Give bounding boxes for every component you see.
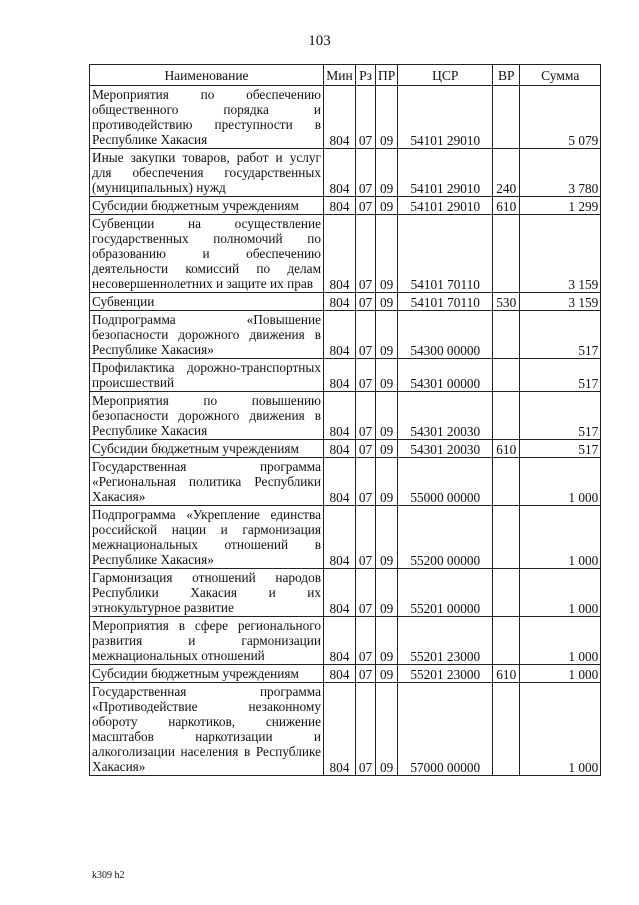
header-csr: ЦСР [398, 65, 493, 86]
header-pr: ПР [376, 65, 398, 86]
table-row [90, 569, 601, 617]
row-name: Субсидии бюджетным учреждениям [90, 665, 324, 683]
table-row [90, 665, 601, 683]
table-row [90, 311, 601, 359]
row-vr [493, 311, 520, 359]
row-csr: 54301 20030 [398, 392, 493, 440]
table-row [90, 293, 601, 311]
row-sum: 1 000 [520, 617, 601, 665]
row-sum: 1 000 [520, 569, 601, 617]
row-sum: 1 000 [520, 458, 601, 506]
table-row [90, 440, 601, 458]
row-name: Подпрограмма «Укрепление единства российской нации и гармонизация межнациональных отношений в Республике Хакасия» [90, 506, 324, 569]
row-rz: 07 [356, 506, 376, 569]
row-rz: 07 [356, 392, 376, 440]
row-min: 804 [324, 458, 356, 506]
row-name: Субсидии бюджетным учреждениям [90, 440, 324, 458]
row-vr [493, 458, 520, 506]
row-pr: 09 [376, 617, 398, 665]
row-pr: 09 [376, 392, 398, 440]
row-pr: 09 [376, 359, 398, 392]
row-vr [493, 569, 520, 617]
row-csr: 57000 00000 [398, 683, 493, 776]
row-sum: 3 159 [520, 293, 601, 311]
row-name: Субвенции на осуществление государственных полномочий по образованию и обеспечению деятельности комиссий по делам несовершеннолетних и защите их прав [90, 215, 324, 293]
row-vr [493, 506, 520, 569]
header-rz: Рз [356, 65, 376, 86]
row-name: Субвенции [90, 293, 324, 311]
row-sum: 3 780 [520, 149, 601, 197]
row-rz: 07 [356, 293, 376, 311]
row-min: 804 [324, 683, 356, 776]
row-vr: 610 [493, 440, 520, 458]
row-rz: 07 [356, 617, 376, 665]
row-pr: 09 [376, 311, 398, 359]
row-sum: 1 000 [520, 506, 601, 569]
row-vr: 530 [493, 293, 520, 311]
table-row [90, 197, 601, 215]
row-min: 804 [324, 440, 356, 458]
row-pr: 09 [376, 197, 398, 215]
row-rz: 07 [356, 311, 376, 359]
row-csr: 54101 29010 [398, 197, 493, 215]
header-min: Мин [324, 65, 356, 86]
row-min: 804 [324, 197, 356, 215]
row-pr: 09 [376, 293, 398, 311]
row-min: 804 [324, 506, 356, 569]
row-rz: 07 [356, 458, 376, 506]
row-sum: 1 299 [520, 197, 601, 215]
row-vr [493, 683, 520, 776]
row-vr: 610 [493, 197, 520, 215]
row-min: 804 [324, 215, 356, 293]
row-sum: 517 [520, 440, 601, 458]
row-min: 804 [324, 569, 356, 617]
row-rz: 07 [356, 86, 376, 149]
header-name: Наименование [90, 65, 324, 86]
row-vr: 240 [493, 149, 520, 197]
row-min: 804 [324, 392, 356, 440]
table-row [90, 683, 601, 776]
row-csr: 54101 70110 [398, 293, 493, 311]
row-min: 804 [324, 617, 356, 665]
row-vr [493, 359, 520, 392]
row-sum: 5 079 [520, 86, 601, 149]
table-header-row [90, 65, 601, 86]
row-pr: 09 [376, 665, 398, 683]
row-name: Профилактика дорожно-транспортных происшествий [90, 359, 324, 392]
row-name: Государственная программа «Противодействие незаконному обороту наркотиков, снижение масштабов наркотизации и алкоголизации населения в Республике Хакасия» [90, 683, 324, 776]
row-pr: 09 [376, 569, 398, 617]
row-csr: 54300 00000 [398, 311, 493, 359]
row-rz: 07 [356, 665, 376, 683]
row-min: 804 [324, 149, 356, 197]
row-csr: 54301 00000 [398, 359, 493, 392]
row-csr: 55200 00000 [398, 506, 493, 569]
row-csr: 55201 23000 [398, 617, 493, 665]
row-sum: 517 [520, 311, 601, 359]
row-sum: 517 [520, 392, 601, 440]
row-vr: 610 [493, 665, 520, 683]
table-row [90, 617, 601, 665]
row-min: 804 [324, 311, 356, 359]
row-vr [493, 86, 520, 149]
row-pr: 09 [376, 506, 398, 569]
row-name: Мероприятия по обеспечению общественного порядка и противодействию преступности в Республике Хакасия [90, 86, 324, 149]
row-vr [493, 617, 520, 665]
row-name: Государственная программа «Региональная политика Республики Хакасия» [90, 458, 324, 506]
row-csr: 55000 00000 [398, 458, 493, 506]
row-csr: 54101 70110 [398, 215, 493, 293]
table-row [90, 359, 601, 392]
row-csr: 55201 23000 [398, 665, 493, 683]
row-name: Субсидии бюджетным учреждениям [90, 197, 324, 215]
row-name: Подпрограмма «Повышение безопасности дорожного движения в Республике Хакасия» [90, 311, 324, 359]
row-name: Иные закупки товаров, работ и услуг для обеспечения государственных (муниципальных) нужд [90, 149, 324, 197]
row-sum: 1 000 [520, 665, 601, 683]
row-min: 804 [324, 86, 356, 149]
row-pr: 09 [376, 149, 398, 197]
row-min: 804 [324, 665, 356, 683]
row-pr: 09 [376, 86, 398, 149]
header-vr: ВР [493, 65, 520, 86]
row-csr: 55201 00000 [398, 569, 493, 617]
row-pr: 09 [376, 440, 398, 458]
row-rz: 07 [356, 215, 376, 293]
budget-table [89, 64, 601, 776]
table-row [90, 215, 601, 293]
row-name: Мероприятия по повышению безопасности дорожного движения в Республике Хакасия [90, 392, 324, 440]
table-row [90, 149, 601, 197]
row-csr: 54101 29010 [398, 86, 493, 149]
row-sum: 3 159 [520, 215, 601, 293]
row-rz: 07 [356, 149, 376, 197]
row-sum: 1 000 [520, 683, 601, 776]
row-rz: 07 [356, 440, 376, 458]
row-csr: 54301 20030 [398, 440, 493, 458]
row-name: Мероприятия в сфере регионального развития и гармонизации межнациональных отношений [90, 617, 324, 665]
row-rz: 07 [356, 359, 376, 392]
row-rz: 07 [356, 569, 376, 617]
row-vr [493, 392, 520, 440]
page-number: 103 [308, 33, 331, 49]
table-row [90, 392, 601, 440]
row-min: 804 [324, 359, 356, 392]
row-sum: 517 [520, 359, 601, 392]
table-row [90, 458, 601, 506]
row-pr: 09 [376, 215, 398, 293]
row-rz: 07 [356, 197, 376, 215]
row-pr: 09 [376, 683, 398, 776]
header-sum: Сумма [520, 65, 601, 86]
row-csr: 54101 29010 [398, 149, 493, 197]
row-name: Гармонизация отношений народов Республики Хакасия и их этнокультурное развитие [90, 569, 324, 617]
table-row [90, 506, 601, 569]
footer-document-code: k309 h2 [92, 870, 125, 881]
row-rz: 07 [356, 683, 376, 776]
row-min: 804 [324, 293, 356, 311]
table-row [90, 86, 601, 149]
row-vr [493, 215, 520, 293]
row-pr: 09 [376, 458, 398, 506]
